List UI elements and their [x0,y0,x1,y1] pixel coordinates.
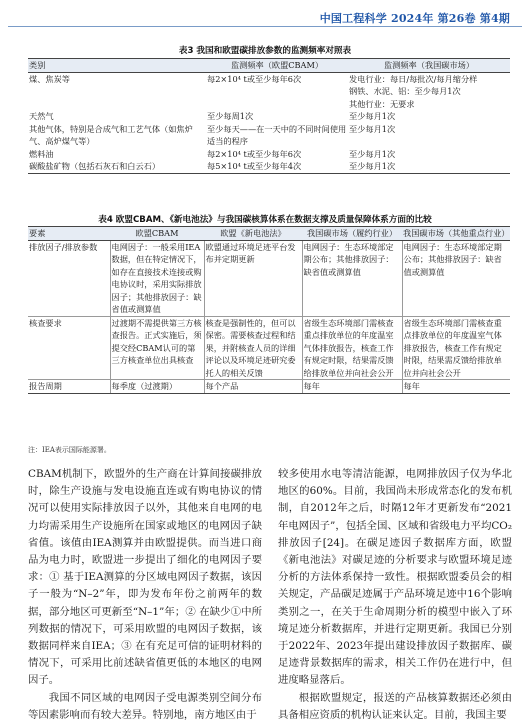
header-rule [8,26,522,27]
table4-header-cell: 我国碳市场（其他重点行业） [403,228,510,238]
table3-header-cell: 监测频率（欧盟CBAM） [206,59,348,73]
table-cell: 至少每月1次 [349,111,396,121]
table-cell: 煤、焦炭等 [29,73,70,84]
table-cell: 天然气 [29,111,54,121]
body-column-right [278,466,512,724]
table-cell: 每年 [302,380,402,394]
table-cell: 过渡期不需提供第三方核查报告。正式实施后，须提交经CBAM认可的第三方核查单位出具核查 [110,316,204,380]
table4-header-row [28,227,510,241]
table-cell: 其他行业：无要求 [349,98,415,109]
table-cell: 核查要求 [28,316,110,380]
table-row [28,98,510,111]
table3-header-cell: 监测频率（我国碳市场） [348,59,510,73]
table-cell: 钢铁、水泥、铝：至少每月1次 [349,86,461,96]
table-cell: 至少每月1次 [349,123,396,134]
table3-header-cell: 类别 [28,59,206,73]
table-cell: 电网因子：一般采用IEA数据，但在特定情况下，如存在直接技术连接或购电协议时，采用实际排放因子；其他排放因子：缺省值或测算值 [110,240,204,316]
table-cell: 电网因子：生态环境部定期公布；其他排放因子：缺省值或测算值 [402,240,510,316]
table-cell: 省级生态环境部门需核查重点排放单位的年度温室气体排放报告，核查工作有规定时限，结果需反馈给排放单位并向社会公开 [402,316,510,380]
table3-header-row [28,59,510,73]
table-cell: 排放因子/排放参数 [28,240,110,316]
table-row [28,123,510,148]
table-row [28,72,510,85]
journal-header: 中国工程科学 2024年 第26卷 第4期 [319,12,510,25]
table-note: 注：IEA表示国际能源署。 [28,446,111,454]
table4 [28,226,510,394]
table3 [28,58,510,174]
table-row [28,85,510,98]
table-cell: 每季度（过渡期） [110,380,204,394]
body-paragraph: 根据欧盟规定，报送的产品核算数据还必须由具备相应资质的机构认证来认定。目前，我国主要 [278,691,512,721]
table-row [28,160,510,173]
table-cell: 欧盟通过环境足迹平台发布并定期更新 [204,240,302,316]
table4-header-cell: 欧盟《新电池法》 [204,227,302,241]
table-row [28,240,510,316]
table-cell: 电网因子：生态环境部定期公布；其他排放因子：缺省值或测算值 [302,240,402,316]
body-paragraph: 我国不同区域的电网因子受电源类别空间分布等因素影响而有较大差异。特别地，南方地区由于 [28,691,262,721]
body-column-left [28,466,262,724]
table-cell [28,85,206,98]
table-cell: 核查是强制性的，但可以保密。需要核查过程和结果，并附核查人员的详细评论以及环境足迹研究委托人的相关反馈 [204,316,302,380]
table-row [28,110,510,123]
table-cell: 至少每月1次 [348,160,510,173]
table-row [28,148,510,161]
body-paragraph: 较多使用水电等清洁能源，电网排放因子仅为华北地区的60%。目前，我国尚未形成常态化的发布机制，自2012年之后，时隔12年才更新发布“2021年电网因子”，包括全国、区域和省级电力平均CO₂排放因子[24]。在碳足迹因子数据库方面，欧盟《新电池法》对碳足迹的分析要求与欧盟环境足迹分析的方法体系保持一致性。根据欧盟委员会的相关规定，产品碳足迹属于产品环境足迹中16个影响类别之一，在关于生命周期分析的模型中嵌入了环境足迹分析数据库，并进行定期更新。我国已分别于2022年、2023年提出建设排放因子数据库、碳足迹背景数据库的需求，相关工作仍在进行中，但进度略显落后。 [278,468,512,687]
table-cell: 每年 [402,380,510,394]
table-cell [206,98,348,111]
table-cell: 每2×10⁴ t或至少每年6次 [207,73,302,84]
table4-header-cell: 我国碳市场（履约行业） [302,227,402,241]
table-cell: 燃料油 [29,148,54,159]
table4-header-cell: 欧盟CBAM [110,227,204,241]
table-cell: 至少每周1次 [207,111,254,121]
table-cell: 报告周期 [28,380,110,394]
table4-header-cell: 要素 [28,227,110,241]
table-cell: 每5×10⁴ t或至少每年4次 [206,160,348,173]
table-cell: 至少每天——在一天中的不同时间使用适当的程序 [207,123,347,146]
table-row [28,316,510,380]
table4-caption: 表4 欧盟CBAM、《新电池法》与我国碳核算体系在数据支撑及质量保障体系方面的比较 [98,215,432,225]
table-row [28,380,510,394]
table3-caption: 表3 我国和欧盟碳排放参数的监测频率对照表 [178,46,352,56]
table-cell: 至少每月1次 [349,148,396,159]
body-paragraph: CBAM机制下，欧盟外的生产商在计算间接碳排放时，除生产设施与发电设施直连或有购电协议的情况可以使用实际排放因子以外，其他来自电网的电力均需采用生产设施所在国家或地区的电网因子缺省值。该值由IEA测算并由欧盟提供。而当进口商品为电力时，欧盟进一步提出了细化的电网因子要求：① 基于IEA测算的分区域电网因子数据，该因子一般为“N–2”年，即为发布年份之前两年的数据，部分地区可更新至“N–1”年；② 在缺少①中所列数据的情况下，可采用欧盟的电网因子数据，该数据同样来自IEA；③ 在有充足可信的证明材料的情况下，可采用比前述缺省值更低的本地区的电网因子。 [28,468,262,687]
table-cell: 省级生态环境部门需核查重点排放单位的年度温室气体排放报告，核查工作有规定时限，结果需反馈给排放单位并向社会公开 [302,316,402,380]
table-cell: 碳酸盐矿物（包括石灰石和白云石） [28,160,206,173]
table-cell [206,85,348,98]
table-cell: 其他气体，特别是合成气和工艺气体（如焦炉气、高炉煤气等） [29,123,193,146]
table-cell: 发电行业：每日/每批次/每月缩分样 [349,73,478,84]
table-cell [28,98,206,111]
table-cell: 每2×10⁴ t或至少每年6次 [207,148,302,159]
table-cell: 每个产品 [204,380,302,394]
